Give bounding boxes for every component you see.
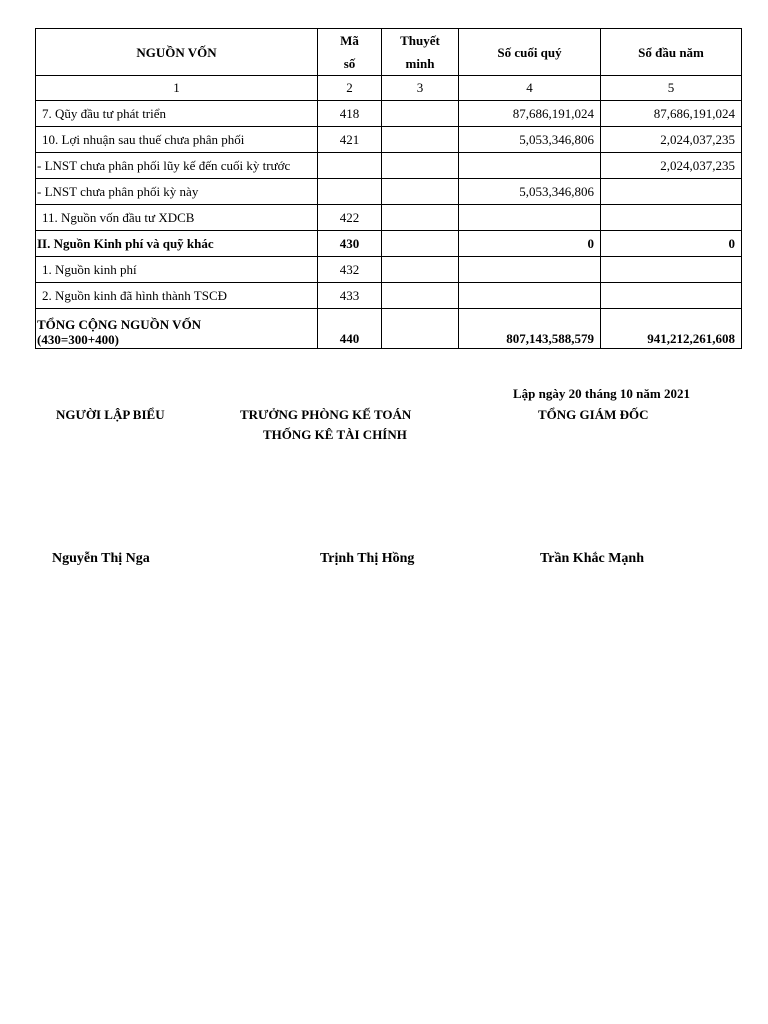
row-end-value [459,153,601,179]
preparer-title: NGƯỜI LẬP BIỂU [56,407,165,422]
row-note [382,179,459,205]
row-begin-value: 0 [601,231,742,257]
total-label-line1: TỔNG CỘNG NGUỒN VỐN [37,317,202,332]
table-header-row [36,29,742,76]
column-index-cell: 3 [382,76,459,101]
row-name: - LNST chưa phân phối lũy kế đến cuối kỳ trước [36,153,318,179]
header-note [382,29,459,76]
header-code-line1: Mã [340,33,359,48]
balance-sheet-table [35,28,742,349]
row-note [382,127,459,153]
row-note [382,257,459,283]
table-row [36,205,742,231]
row-name: 1. Nguồn kinh phí [36,257,318,283]
preparer-name: Nguyễn Thị Nga [52,551,150,566]
row-begin-value [601,205,742,231]
header-funding-source: NGUỒN VỐN [36,29,318,76]
chief-accountant-title-line2: THỐNG KÊ TÀI CHÍNH [263,427,407,442]
row-begin-value [601,179,742,205]
report-date: Lập ngày 20 tháng 10 năm 2021 [513,386,690,401]
total-code: 440 [318,309,382,349]
column-index-row [36,76,742,101]
row-note [382,205,459,231]
column-index-cell: 4 [459,76,601,101]
row-end-value [459,257,601,283]
column-index-cell: 2 [318,76,382,101]
row-code: 433 [318,283,382,309]
table-row [36,101,742,127]
row-end-value: 5,053,346,806 [459,127,601,153]
row-end-value [459,283,601,309]
header-code-line2: số [343,56,356,71]
row-name: 2. Nguồn kinh đã hình thành TSCĐ [36,283,318,309]
row-end-value: 0 [459,231,601,257]
total-label-line2: (430=300+400) [37,332,119,347]
row-code: 421 [318,127,382,153]
row-note [382,283,459,309]
column-index-cell: 5 [601,76,742,101]
row-code [318,153,382,179]
row-code: 430 [318,231,382,257]
row-name: II. Nguồn Kinh phí và quỹ khác [36,231,318,257]
row-end-value: 5,053,346,806 [459,179,601,205]
director-name: Trần Khắc Mạnh [540,551,644,566]
row-name: - LNST chưa phân phối kỳ này [36,179,318,205]
table-row [36,153,742,179]
row-code: 422 [318,205,382,231]
chief-accountant-title-line1: TRƯỞNG PHÒNG KẾ TOÁN [240,407,412,422]
director-title: TỔNG GIÁM ĐỐC [538,407,649,422]
header-beginning-of-year: Số đầu năm [601,29,742,76]
row-code [318,179,382,205]
total-note [382,309,459,349]
chief-accountant-name: Trịnh Thị Hồng [320,551,415,566]
row-note [382,101,459,127]
column-index-cell: 1 [36,76,318,101]
table-row [36,127,742,153]
table-row [36,283,742,309]
table-row [36,257,742,283]
row-begin-value [601,257,742,283]
row-end-value [459,205,601,231]
total-end-value: 807,143,588,579 [459,309,601,349]
header-end-of-quarter: Số cuối quý [459,29,601,76]
total-begin-value: 941,212,261,608 [601,309,742,349]
header-note-line2: minh [405,56,435,71]
header-code [318,29,382,76]
header-note-line1: Thuyết [400,33,440,48]
row-code: 418 [318,101,382,127]
row-begin-value: 2,024,037,235 [601,127,742,153]
row-name: 7. Qũy đầu tư phát triển [36,101,318,127]
row-end-value: 87,686,191,024 [459,101,601,127]
row-code: 432 [318,257,382,283]
row-begin-value [601,283,742,309]
total-row [36,309,742,349]
table-row [36,179,742,205]
row-begin-value: 87,686,191,024 [601,101,742,127]
row-note [382,153,459,179]
row-note [382,231,459,257]
row-name: 11. Nguồn vốn đầu tư XDCB [36,205,318,231]
row-name: 10. Lợi nhuận sau thuế chưa phân phối [36,127,318,153]
table-row-section [36,231,742,257]
total-label [36,309,318,349]
row-begin-value: 2,024,037,235 [601,153,742,179]
